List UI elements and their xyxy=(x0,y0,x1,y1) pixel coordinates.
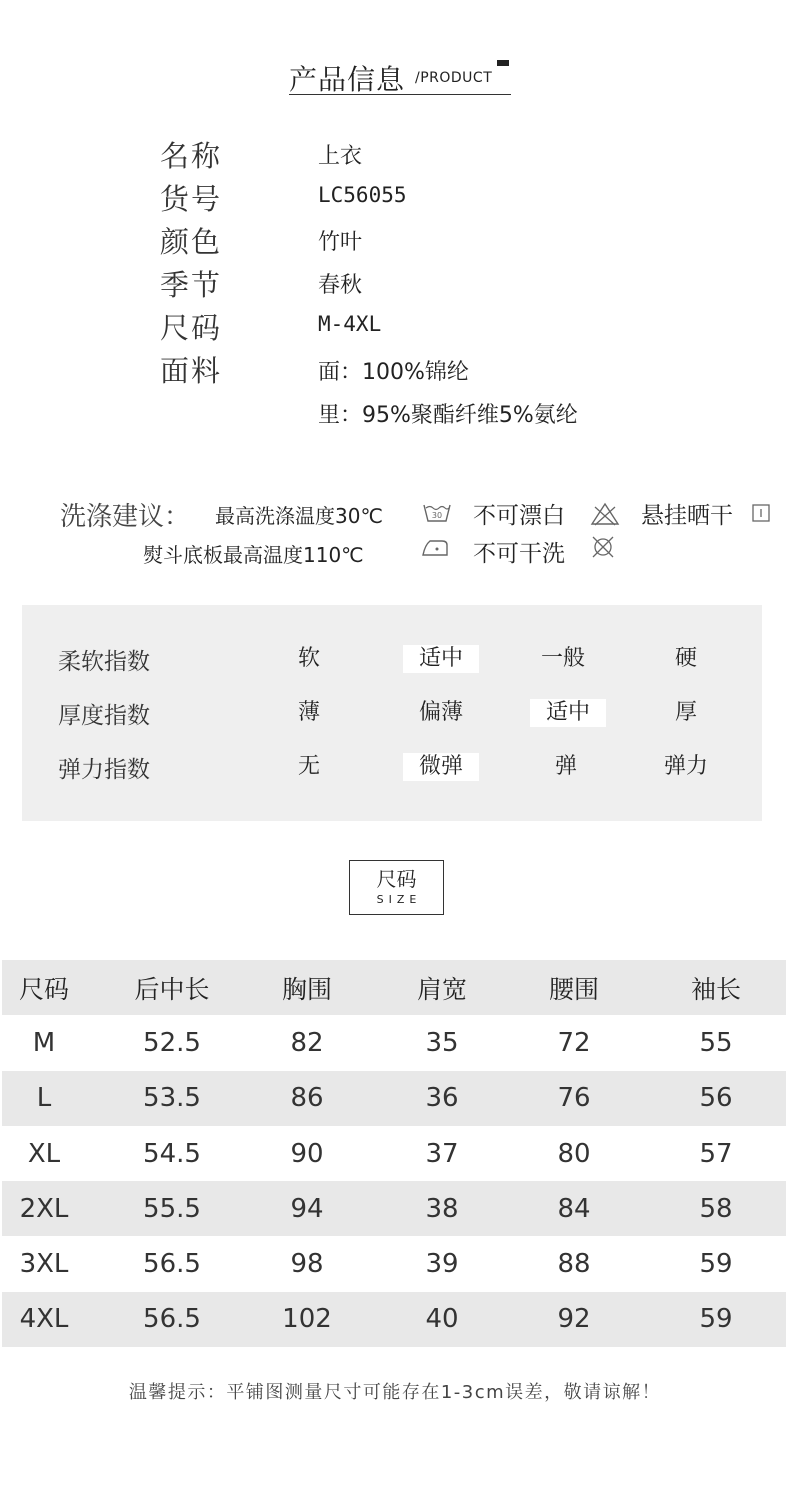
thickness-option-thick: 厚 xyxy=(674,700,697,725)
softness-option-medium: 适中 xyxy=(403,645,479,673)
table-cell: 2XL xyxy=(19,1193,69,1224)
index-label-softness: 柔软指数 xyxy=(58,649,150,675)
table-cell: 36 xyxy=(425,1083,459,1114)
table-cell: 92 xyxy=(557,1304,591,1335)
table-cell: 90 xyxy=(290,1138,324,1169)
size-badge-cn: 尺码 xyxy=(376,867,417,891)
table-row xyxy=(2,1015,786,1070)
info-label-name: 名称 xyxy=(160,139,223,173)
table-cell: 86 xyxy=(290,1083,324,1114)
thickness-option-thin: 薄 xyxy=(297,700,320,725)
table-cell: 39 xyxy=(425,1249,459,1280)
svg-text:30: 30 xyxy=(431,511,443,520)
no-dry-clean-icon xyxy=(591,535,615,559)
table-cell: 38 xyxy=(425,1193,459,1224)
table-cell: 102 xyxy=(282,1304,332,1335)
elasticity-option-elastic: 弹 xyxy=(554,754,577,779)
table-header-cell: 腰围 xyxy=(548,974,599,1004)
table-cell: 57 xyxy=(699,1138,733,1169)
table-cell: 52.5 xyxy=(143,1027,201,1058)
info-label-size: 尺码 xyxy=(160,311,223,345)
info-value-season: 春秋 xyxy=(318,273,363,298)
elasticity-option-none: 无 xyxy=(297,754,320,779)
table-cell: 82 xyxy=(290,1027,324,1058)
table-row xyxy=(2,1292,786,1347)
table-cell: 59 xyxy=(699,1304,733,1335)
table-cell: XL xyxy=(27,1138,61,1169)
table-cell: 55.5 xyxy=(143,1193,201,1224)
softness-option-hard: 硬 xyxy=(674,646,697,671)
iron-temp-text: 熨斗底板最高温度110℃ xyxy=(143,543,364,567)
elasticity-option-high: 弹力 xyxy=(663,754,708,779)
washing-title: 洗涤建议： xyxy=(60,502,191,532)
table-row xyxy=(2,1126,786,1181)
table-cell: 72 xyxy=(557,1027,591,1058)
table-cell: M xyxy=(32,1027,56,1058)
table-header-cell: 袖长 xyxy=(690,974,741,1004)
table-header-cell: 肩宽 xyxy=(416,974,467,1004)
table-header-cell: 胸围 xyxy=(281,974,332,1004)
softness-option-average: 一般 xyxy=(540,646,585,671)
table-header-cell: 尺码 xyxy=(18,974,69,1004)
section-header-product xyxy=(289,56,511,95)
table-cell: 80 xyxy=(557,1138,591,1169)
info-label-fabric: 面料 xyxy=(160,354,223,388)
no-dry-clean-text: 不可干洗 xyxy=(473,541,565,567)
no-bleach-text: 不可漂白 xyxy=(473,503,565,529)
info-label-color: 颜色 xyxy=(160,225,223,259)
wash-tub-icon xyxy=(422,499,452,525)
table-cell: 55 xyxy=(699,1027,733,1058)
no-bleach-icon xyxy=(590,501,620,527)
table-row xyxy=(2,1071,786,1126)
table-cell: 3XL xyxy=(19,1249,69,1280)
index-label-thickness: 厚度指数 xyxy=(58,703,150,729)
wash-temp-text: 最高洗涤温度30℃ xyxy=(215,504,383,528)
hang-dry-text: 悬挂晒干 xyxy=(641,503,733,529)
table-cell: 59 xyxy=(699,1249,733,1280)
hang-dry-icon xyxy=(751,503,771,523)
table-cell: 53.5 xyxy=(143,1083,201,1114)
size-table xyxy=(2,960,786,1347)
table-row xyxy=(2,1236,786,1291)
table-cell: 56.5 xyxy=(143,1304,201,1335)
info-value-color: 竹叶 xyxy=(318,230,363,255)
table-cell: 98 xyxy=(290,1249,324,1280)
table-cell: 94 xyxy=(290,1193,324,1224)
softness-option-soft: 软 xyxy=(297,646,320,671)
table-header-row xyxy=(2,960,786,1015)
measurement-note: 温馨提示：平铺图测量尺寸可能存在1-3cm误差，敬请谅解！ xyxy=(128,1382,662,1403)
info-value-fabric-outer: 面：100%锦纶 xyxy=(318,360,469,385)
table-cell: L xyxy=(36,1083,52,1114)
table-cell: 40 xyxy=(425,1304,459,1335)
size-badge-en: SIZE xyxy=(376,893,422,906)
table-cell: 35 xyxy=(425,1027,459,1058)
index-label-elasticity: 弹力指数 xyxy=(58,757,150,783)
thickness-option-medium: 适中 xyxy=(530,699,606,727)
elasticity-option-slight: 微弹 xyxy=(403,753,479,781)
info-value-size: M-4XL xyxy=(318,312,382,336)
info-value-fabric-lining: 里：95%聚酯纤维5%氨纶 xyxy=(318,403,578,428)
thickness-option-slightly-thin: 偏薄 xyxy=(418,700,463,725)
table-cell: 76 xyxy=(557,1083,591,1114)
info-label-sku: 货号 xyxy=(160,182,223,216)
size-section-badge xyxy=(349,860,444,915)
table-cell: 54.5 xyxy=(143,1138,201,1169)
iron-icon xyxy=(420,535,450,561)
info-value-name: 上衣 xyxy=(318,144,363,169)
table-cell: 84 xyxy=(557,1193,591,1224)
info-value-sku: LC56055 xyxy=(318,183,407,207)
header-corner-mark xyxy=(497,60,509,66)
table-cell: 37 xyxy=(425,1138,459,1169)
table-cell: 88 xyxy=(557,1249,591,1280)
page-title: 产品信息 xyxy=(289,63,406,96)
info-label-season: 季节 xyxy=(160,268,223,302)
table-cell: 4XL xyxy=(19,1304,69,1335)
table-row xyxy=(2,1181,786,1236)
table-cell: 56 xyxy=(699,1083,733,1114)
table-header-cell: 后中长 xyxy=(134,974,210,1004)
table-cell: 58 xyxy=(699,1193,733,1224)
table-cell: 56.5 xyxy=(143,1249,201,1280)
page-subtitle: /PRODUCT xyxy=(415,70,493,86)
